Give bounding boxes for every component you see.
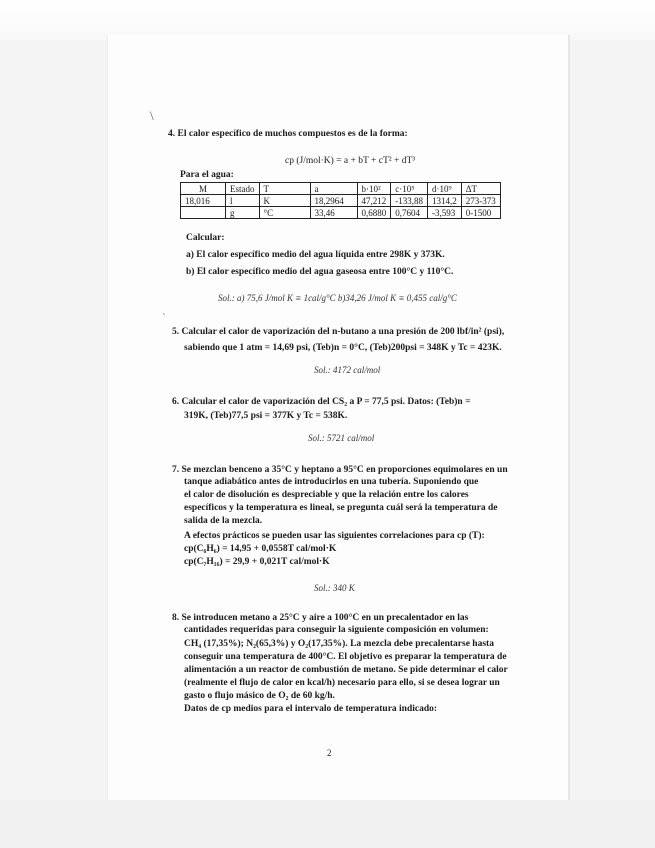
- problem-6-solution: Sol.: 5721 cal/mol: [308, 433, 375, 443]
- problem-8-line: Datos de cp medios para el intervalo de temperatura indicado:: [184, 704, 438, 714]
- table-header-cell: ΔT: [461, 183, 500, 195]
- problem-4-solution: Sol.: a) 75,6 J/mol K ≡ 1cal/g°C b)34,26 J/mol K ≡ 0,455 cal/g°C: [218, 293, 457, 303]
- problem-8-line: gasto o flujo másico de O₂ de 60 kg/h.: [184, 691, 335, 701]
- problem-4-item-b: b) El calor específico medio del agua gaseosa entre 100°C y 110°C.: [186, 267, 454, 277]
- table-row: [181, 195, 501, 207]
- problem-4-statement: 4. El calor específico de muchos compuestos es de la forma:: [168, 129, 408, 139]
- problem-7-line: específicos y la temperatura es lineal, se pregunta cuál será la temperatura de: [184, 503, 498, 513]
- problem-5-line-1: 5. Calcular el calor de vaporización del n-butano a una presión de 200 lbf/in² (psi),: [172, 327, 505, 337]
- table-cell: 1314,2: [428, 195, 462, 207]
- table-cell: 0,7604: [391, 207, 428, 219]
- problem-6-line-1: 6. Calcular el calor de vaporización del CS₂ a P = 77,5 psi. Datos: (Teb)n =: [172, 397, 471, 407]
- water-coefficients-table: [180, 182, 501, 219]
- problem-7-line: cp(C₆H₆) = 14,95 + 0,0558T cal/mol·K: [184, 544, 337, 554]
- problem-7-line: el calor de disolución es despreciable y que la relación entre los calores: [184, 490, 469, 500]
- table-cell: [181, 207, 226, 219]
- problem-8-line: CH₄ (17,35%); N₂(65,3%) y O₂(17,35%). La mezcla debe precalentarse hasta: [184, 639, 494, 649]
- calc-heading: Calcular:: [186, 233, 225, 243]
- problem-5-solution: Sol.: 4172 cal/mol: [314, 365, 381, 375]
- table-cell: 18,2964: [310, 195, 357, 207]
- pen-check-mark: \: [150, 108, 154, 123]
- table-row: [181, 207, 501, 219]
- problem-4-table-caption: Para el agua:: [180, 170, 234, 180]
- table-cell: -3,593: [428, 207, 462, 219]
- problem-8-line: (realmente el flujo de calor en kcal/h) necesario para ello, si se desea lograr un: [184, 678, 500, 688]
- problem-4-formula: cp (J/mol·K) = a + bT + cT² + dT³: [285, 156, 416, 166]
- table-cell: 18,016: [181, 195, 226, 207]
- problem-7-line: cp(C₇H₁₆) = 29,9 + 0,021T cal/mol·K: [184, 557, 330, 567]
- table-cell: g: [226, 207, 260, 219]
- table-cell: -133,88: [391, 195, 428, 207]
- table-cell: 47,212: [357, 195, 391, 207]
- scan-top-margin: [0, 0, 655, 40]
- table-cell: l: [226, 195, 260, 207]
- pen-tick-mark: `: [162, 312, 166, 324]
- table-cell: 273-373: [461, 195, 500, 207]
- table-cell: K: [259, 195, 310, 207]
- problem-8-line: 8. Se introducen metano a 25°C y aire a 100°C en un precalentador en las: [172, 613, 469, 623]
- problem-8-line: alimentación a un reactor de combustión de metano. Se pide determinar el calor: [184, 665, 508, 675]
- problem-7-line: salida de la mezcla.: [184, 516, 263, 526]
- problem-8-line: cantidades requeridas para conseguir la siguiente composición en volumen:: [184, 625, 489, 635]
- problem-8-line: conseguir una temperatura de 400°C. El objetivo es preparar la temperatura de: [184, 652, 507, 662]
- table-header-cell: T: [259, 183, 310, 195]
- problem-7-line: A efectos prácticos se pueden usar las siguientes correlaciones para cp (T):: [184, 531, 485, 541]
- table-header-row: [181, 183, 501, 195]
- table-header-cell: M: [181, 183, 226, 195]
- problem-5-line-2: sabiendo que 1 atm = 14,69 psi, (Teb)n = 0°C, (Teb)200psi = 348K y Tc = 423K.: [184, 343, 502, 353]
- table-cell: 33,46: [310, 207, 357, 219]
- table-header-cell: c·10⁵: [391, 183, 428, 195]
- problem-4-item-a: a) El calor específico medio del agua líquida entre 298K y 373K.: [186, 250, 445, 260]
- table-header-cell: b·10²: [357, 183, 391, 195]
- page-number: 2: [327, 748, 332, 758]
- problem-7-line: 7. Se mezclan benceno a 35°C y heptano a 95°C en proporciones equimolares en un: [172, 465, 508, 475]
- table-cell: °C: [259, 207, 310, 219]
- problem-6-line-2: 319K, (Teb)77,5 psi = 377K y Tc = 538K.: [184, 411, 348, 421]
- problem-7-line: tanque adiabático antes de introducirlos en una tubería. Suponiendo que: [184, 477, 479, 487]
- table-cell: 0-1500: [461, 207, 500, 219]
- table-header-cell: Estado: [226, 183, 260, 195]
- scan-bottom-margin: [0, 800, 655, 848]
- table-cell: 0,6880: [357, 207, 391, 219]
- problem-7-solution: Sol.: 340 K: [314, 583, 355, 593]
- table-header-cell: d·10⁹: [428, 183, 462, 195]
- table-header-cell: a: [310, 183, 357, 195]
